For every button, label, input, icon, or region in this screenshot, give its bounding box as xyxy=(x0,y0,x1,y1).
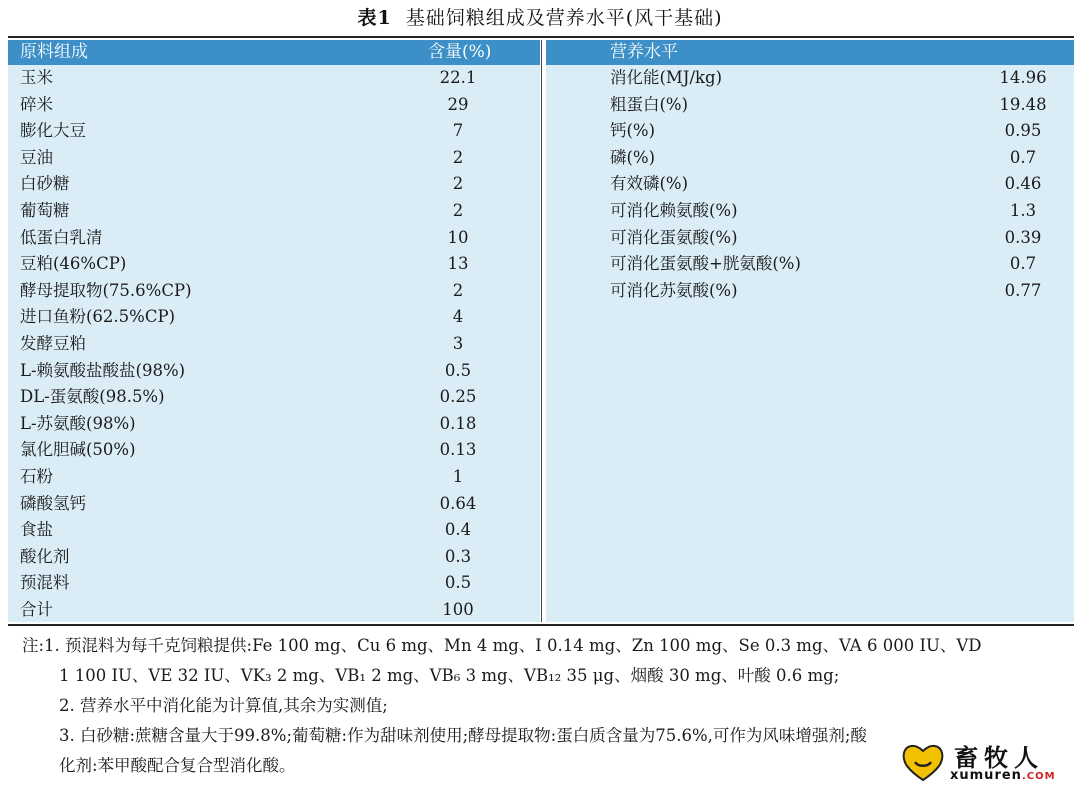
ingredient-row xyxy=(8,331,540,358)
ingredient-name: 葡萄糖 xyxy=(20,200,70,220)
nutrient-row xyxy=(546,278,1074,305)
nutrient-value: 0.95 xyxy=(1004,121,1042,141)
ingredient-row xyxy=(8,491,540,518)
note-1: 注:1. 预混料为每千克饲粮提供:Fe 100 mg、Cu 6 mg、Mn 4 mg、I 0.14 mg、Zn 100 mg、Se 0.3 mg、VA 6 000 IU、VD xyxy=(22,636,982,655)
nutrient-row xyxy=(546,145,1074,172)
ingredient-name: DL-蛋氨酸(98.5%) xyxy=(20,387,165,407)
table-number: 表1 xyxy=(357,7,392,29)
ingredient-value: 22.1 xyxy=(439,68,477,87)
nutrient-name: 可消化赖氨酸(%) xyxy=(610,200,738,220)
nutrient-name: 磷(%) xyxy=(610,147,656,167)
nutrient-name: 粗蛋白(%) xyxy=(610,94,689,114)
ingredient-row xyxy=(8,145,540,172)
ingredient-value: 2 xyxy=(452,280,464,300)
ingredient-row xyxy=(8,92,540,119)
ingredient-name: 合计 xyxy=(20,599,53,619)
nutrient-name: 有效磷(%) xyxy=(610,174,689,194)
ingredient-row xyxy=(8,570,540,597)
ingredient-name: 食盐 xyxy=(20,520,53,540)
ingredient-row xyxy=(8,304,540,331)
nutrients-panel xyxy=(546,40,1074,622)
ingredient-name: 石粉 xyxy=(20,466,53,486)
ingredients-rows xyxy=(8,65,540,623)
ingredient-name: 低蛋白乳清 xyxy=(20,227,103,247)
nutrient-name: 消化能(MJ/kg) xyxy=(610,68,723,87)
ingredient-value: 0.13 xyxy=(439,440,477,460)
ingredient-row xyxy=(8,384,540,411)
ingredient-row xyxy=(8,464,540,491)
nutrient-value: 14.96 xyxy=(999,68,1047,87)
ingredients-panel xyxy=(8,40,540,622)
watermark-logo xyxy=(900,738,1070,786)
ingredient-value: 29 xyxy=(447,94,469,114)
nutrient-row xyxy=(546,118,1074,145)
nutrients-rows xyxy=(546,65,1074,304)
nutrient-name: 钙(%) xyxy=(610,121,656,141)
ingredient-name: 酵母提取物(75.6%CP) xyxy=(20,280,192,300)
ingredient-value: 3 xyxy=(452,333,464,353)
ingredient-name: 豆油 xyxy=(20,147,53,167)
ingredient-row xyxy=(8,171,540,198)
note-1-cont: 1 100 IU、VE 32 IU、VK₃ 2 mg、VB₁ 2 mg、VB₆ 3 mg、VB₁₂ 35 μg、烟酸 30 mg、叶酸 0.6 mg; xyxy=(59,666,840,685)
ingredient-name: 豆粕(46%CP) xyxy=(20,254,127,274)
nutrient-row xyxy=(546,251,1074,278)
ingredient-value: 4 xyxy=(452,307,464,327)
ingredient-row xyxy=(8,65,540,92)
watermark-name: 畜牧人 xyxy=(954,744,1044,772)
ingredient-name: 膨化大豆 xyxy=(20,121,86,141)
ingredients-header xyxy=(8,40,540,65)
ingredient-row xyxy=(8,278,540,305)
ingredient-name: L-苏氨酸(98%) xyxy=(20,413,136,433)
ingredient-value: 13 xyxy=(447,254,469,274)
nutrient-row xyxy=(546,65,1074,92)
ingredient-value: 10 xyxy=(447,227,469,247)
ingredient-value: 0.3 xyxy=(444,546,472,566)
nutrient-row xyxy=(546,171,1074,198)
ingredient-row xyxy=(8,517,540,544)
heart-logo-icon xyxy=(900,740,946,784)
ingredient-name: 发酵豆粕 xyxy=(20,333,86,353)
watermark-url: xumuren.COM xyxy=(950,768,1056,783)
ingredient-value: 100 xyxy=(442,599,474,619)
nutrient-row xyxy=(546,225,1074,252)
ingredient-name: 白砂糖 xyxy=(20,174,70,194)
ingredient-name: L-赖氨酸盐酸盐(98%) xyxy=(20,360,186,380)
table-caption: 基础饲粮组成及营养水平(风干基础) xyxy=(405,7,723,29)
nutrient-name: 可消化苏氨酸(%) xyxy=(610,280,738,300)
ingredient-value: 2 xyxy=(452,200,464,220)
nutrients-header xyxy=(546,40,1074,65)
note-2: 2. 营养水平中消化能为计算值,其余为实测值; xyxy=(59,696,388,715)
ingredient-row xyxy=(8,198,540,225)
ingredient-name: 预混料 xyxy=(20,573,70,593)
nutrient-name: 可消化蛋氨酸+胱氨酸(%) xyxy=(610,254,801,274)
ingredient-value: 0.25 xyxy=(439,387,477,407)
nutrient-value: 0.77 xyxy=(1004,280,1042,300)
nutrient-name: 可消化蛋氨酸(%) xyxy=(610,227,738,247)
ingredient-name: 氯化胆碱(50%) xyxy=(20,440,136,460)
ingredient-value: 0.64 xyxy=(439,493,477,513)
ingredients-header-value: 含量(%) xyxy=(428,42,492,62)
nutrient-row xyxy=(546,198,1074,225)
ingredient-value: 7 xyxy=(452,121,464,141)
ingredient-row xyxy=(8,251,540,278)
ingredient-name: 碎米 xyxy=(20,94,53,114)
ingredient-row xyxy=(8,544,540,571)
ingredient-value: 0.18 xyxy=(439,413,477,433)
ingredient-value: 0.4 xyxy=(444,520,472,540)
ingredient-row xyxy=(8,597,540,624)
table xyxy=(8,36,1074,626)
ingredient-value: 0.5 xyxy=(444,360,472,380)
ingredient-row xyxy=(8,411,540,438)
ingredients-header-name: 原料组成 xyxy=(20,42,88,62)
ingredient-value: 1 xyxy=(452,466,464,486)
ingredient-value: 0.5 xyxy=(444,573,472,593)
nutrient-value: 1.3 xyxy=(1009,200,1037,220)
ingredient-name: 玉米 xyxy=(20,68,53,87)
nutrient-value: 0.7 xyxy=(1009,147,1037,167)
ingredient-value: 2 xyxy=(452,174,464,194)
ingredient-row xyxy=(8,358,540,385)
nutrient-value: 0.7 xyxy=(1009,254,1037,274)
nutrient-value: 0.46 xyxy=(1004,174,1042,194)
nutrient-value: 0.39 xyxy=(1004,227,1042,247)
ingredient-row xyxy=(8,225,540,252)
ingredient-row xyxy=(8,437,540,464)
ingredient-value: 2 xyxy=(452,147,464,167)
ingredient-name: 磷酸氢钙 xyxy=(20,493,86,513)
table-title xyxy=(0,3,1080,30)
nutrient-value: 19.48 xyxy=(999,94,1047,114)
note-3-cont: 化剂:苯甲酸配合复合型消化酸。 xyxy=(59,756,296,775)
note-3: 3. 白砂糖:蔗糖含量大于99.8%;葡萄糖:作为甜味剂使用;酵母提取物:蛋白质含量为75.6%,可作为风味增强剂;酸 xyxy=(59,726,867,745)
nutrient-row xyxy=(546,92,1074,119)
nutrients-header-name: 营养水平 xyxy=(610,42,678,62)
ingredient-name: 酸化剂 xyxy=(20,546,70,566)
ingredient-name: 进口鱼粉(62.5%CP) xyxy=(20,307,176,327)
ingredient-row xyxy=(8,118,540,145)
